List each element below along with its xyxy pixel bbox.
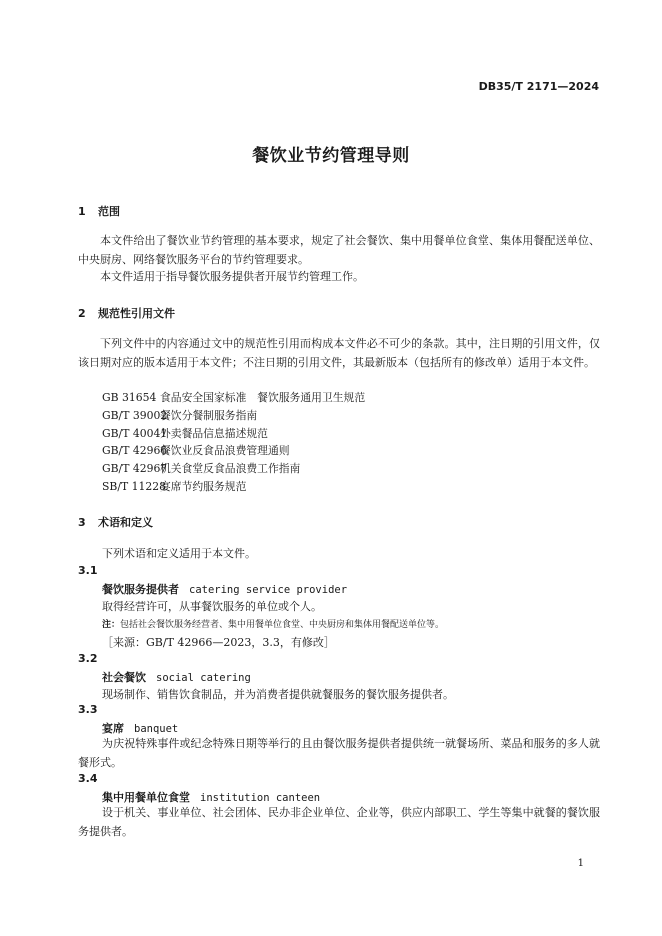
normative-intro: 下列文件中的内容通过文中的规范性引用而构成本文件必不可少的条款。其中，注日期的引用文件，仅该日期对应的版本适用于本文件；不注日期的引用文件，其最新版本（包括所有的修改单）适用于本文件。 bbox=[78, 337, 600, 369]
reference-item bbox=[102, 461, 300, 476]
reference-code: GB/T 42967 bbox=[102, 462, 168, 475]
reference-code: GB/T 40041 bbox=[102, 427, 168, 440]
terms-intro: 下列术语和定义适用于本文件。 bbox=[102, 547, 256, 560]
term-definition: 取得经营许可，从事餐饮服务的单位或个人。 bbox=[102, 600, 322, 613]
term-name-zh: 宴席 bbox=[102, 722, 124, 735]
section-heading-terms bbox=[78, 514, 153, 530]
term-name-en: social catering bbox=[156, 672, 251, 684]
note-label: 注： bbox=[102, 620, 121, 630]
term-name-en: institution canteen bbox=[200, 792, 321, 804]
reference-code: GB 31654 bbox=[102, 391, 157, 404]
note-text: 包括社会餐饮服务经营者、集中用餐单位食堂、中央厨房和集体用餐配送单位等。 bbox=[120, 620, 445, 630]
document-title: 餐饮业节约管理导则 bbox=[252, 146, 410, 166]
reference-code: GB/T 39002 bbox=[102, 409, 168, 422]
reference-item bbox=[102, 408, 257, 423]
term-name-zh: 集中用餐单位食堂 bbox=[102, 791, 190, 804]
reference-name: 餐饮业反食品浪费管理通则 bbox=[160, 444, 290, 457]
reference-code: GB/T 42966 bbox=[102, 444, 168, 457]
reference-name: 餐饮分餐制服务指南 bbox=[160, 409, 258, 422]
scope-paragraph-2: 本文件适用于指导餐饮服务提供者开展节约管理工作。 bbox=[100, 270, 364, 283]
term-name bbox=[102, 581, 347, 597]
term-number: 3.3 bbox=[78, 703, 98, 716]
term-number: 3.4 bbox=[78, 772, 98, 785]
reference-code: SB/T 11228 bbox=[102, 480, 166, 493]
reference-name: 宴席节约服务规范 bbox=[160, 480, 247, 493]
page-number: 1 bbox=[577, 858, 584, 869]
section-heading-normative bbox=[78, 305, 175, 321]
term-name-en: catering service provider bbox=[189, 584, 348, 596]
term-number: 3.1 bbox=[78, 564, 98, 577]
standard-code: DB35/T 2171—2024 bbox=[478, 80, 599, 93]
reference-item bbox=[102, 479, 246, 494]
section-number: 1 bbox=[78, 205, 86, 218]
reference-name: 外卖餐品信息描述规范 bbox=[160, 427, 268, 440]
section-title: 术语和定义 bbox=[98, 516, 153, 529]
term-name-en: banquet bbox=[134, 723, 179, 735]
reference-name: 机关食堂反食品浪费工作指南 bbox=[160, 462, 301, 475]
section-heading-scope bbox=[78, 203, 120, 219]
term-source: ［来源：GB/T 42966—2023，3.3，有修改］ bbox=[102, 636, 335, 649]
reference-item bbox=[102, 426, 268, 441]
section-number: 2 bbox=[78, 307, 86, 320]
reference-name: 食品安全国家标准 餐饮服务通用卫生规范 bbox=[160, 391, 366, 404]
section-title: 规范性引用文件 bbox=[98, 307, 175, 320]
term-note bbox=[102, 617, 444, 630]
section-number: 3 bbox=[78, 516, 86, 529]
reference-item bbox=[102, 443, 290, 458]
scope-paragraph-1: 本文件给出了餐饮业节约管理的基本要求，规定了社会餐饮、集中用餐单位食堂、集体用餐配送单位、中央厨房、网络餐饮服务平台的节约管理要求。 bbox=[78, 234, 600, 266]
term-name bbox=[102, 669, 251, 685]
term-definition: 现场制作、销售饮食制品，并为消费者提供就餐服务的餐饮服务提供者。 bbox=[102, 688, 454, 701]
term-definition: 设于机关、事业单位、社会团体、民办非企业单位、企业等，供应内部职工、学生等集中就餐的餐饮服务提供者。 bbox=[78, 806, 600, 838]
term-name-zh: 餐饮服务提供者 bbox=[102, 583, 179, 596]
reference-item bbox=[102, 390, 365, 405]
term-name bbox=[102, 720, 178, 736]
term-name-zh: 社会餐饮 bbox=[102, 671, 146, 684]
term-number: 3.2 bbox=[78, 652, 98, 665]
term-name bbox=[102, 789, 320, 805]
term-definition: 为庆祝特殊事件或纪念特殊日期等举行的且由餐饮服务提供者提供统一就餐场所、菜品和服务的多人就餐形式。 bbox=[78, 737, 600, 769]
section-title: 范围 bbox=[98, 205, 120, 218]
